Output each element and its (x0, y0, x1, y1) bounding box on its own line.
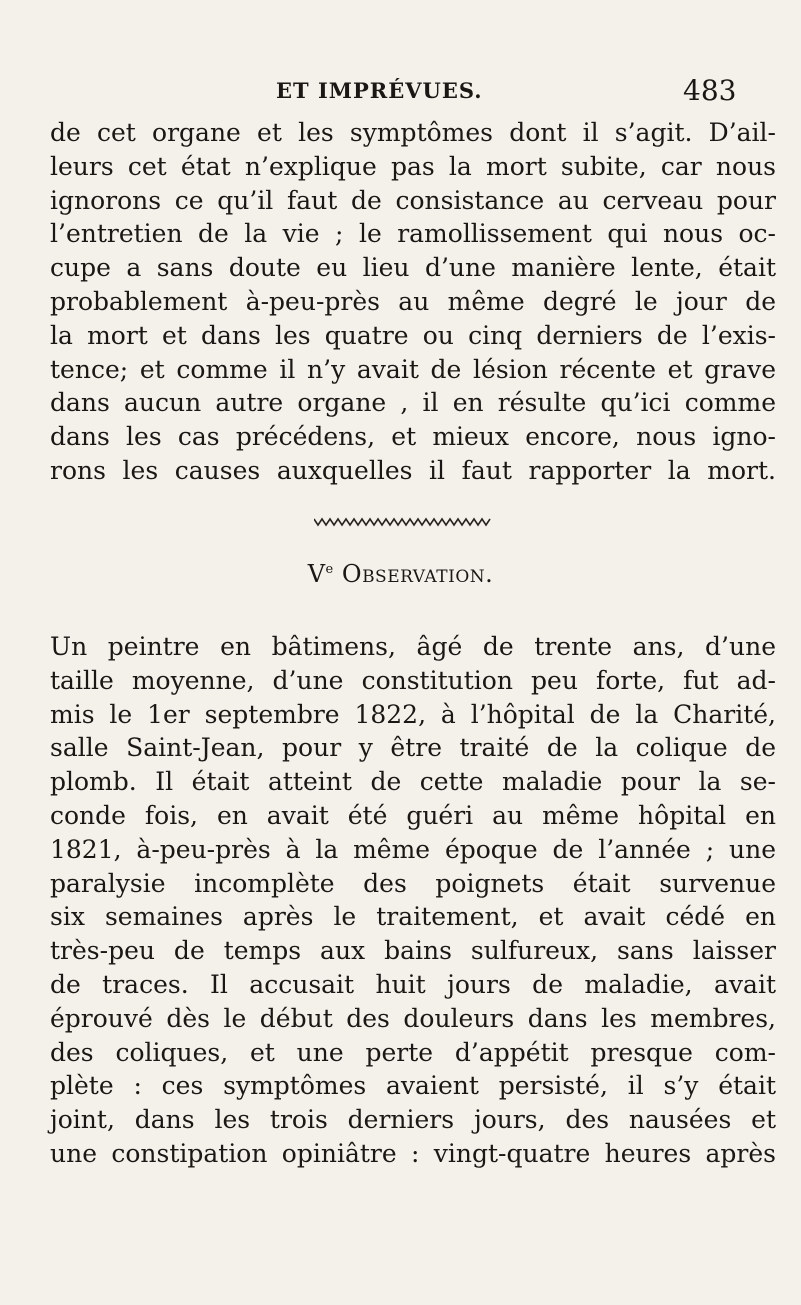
text-line: la mort et dans les quatre ou cinq derniers de l’exis- (50, 320, 776, 350)
text-line: de traces. Il accusait huit jours de maladie, avait (50, 969, 776, 999)
page-header (0, 74, 801, 114)
text-line: taille moyenne, d’une constitution peu forte, fut ad- (50, 665, 776, 695)
section-numeral-sup: e (325, 562, 334, 577)
text-line: dans les cas précédens, et mieux encore, nous igno- (50, 422, 776, 452)
text-line: cupe a sans doute eu lieu d’une manière lente, était (50, 253, 776, 283)
text-line: une constipation opiniâtre : vingt-quatre heures après (50, 1138, 776, 1168)
text-line: joint, dans les trois derniers jours, des nausées et (50, 1105, 776, 1135)
text-line: plomb. Il était atteint de cette maladie pour la se- (50, 767, 776, 797)
running-head: ET IMPRÉVUES. (276, 78, 483, 103)
text-line: l’entretien de la vie ; le ramollissement qui nous oc- (50, 219, 776, 249)
text-line: conde fois, en avait été guéri au même hôpital en (50, 800, 776, 830)
text-line: Un peintre en bâtimens, âgé de trente ans, d’une (50, 632, 776, 661)
text-line: éprouvé dès le début des douleurs dans les membres, (50, 1003, 776, 1033)
text-line: leurs cet état n’explique pas la mort subite, car nous (50, 151, 776, 181)
text-line: plète : ces symptômes avaient persisté, il s’y était (50, 1071, 776, 1101)
paragraph-2 (50, 630, 776, 1171)
text-line: rons les causes auxquelles il faut rapporter la mort. (50, 455, 776, 485)
text-line: mis le 1er septembre 1822, à l’hôpital de la Charité, (50, 699, 776, 729)
text-line: des coliques, et une perte d’appétit presque com- (50, 1037, 776, 1067)
text-line: six semaines après le traitement, et avait cédé en (50, 902, 776, 932)
text-line: probablement à-peu-près au même degré le jour de (50, 286, 776, 316)
text-line: de cet organe et les symptômes dont il s’agit. D’ail- (50, 118, 776, 147)
text-line: salle Saint-Jean, pour y être traité de la colique de (50, 733, 776, 763)
paragraph-1 (50, 116, 776, 488)
text-line: paralysie incomplète des poignets était survenue (50, 868, 776, 898)
text-line: tence; et comme il n’y avait de lésion récente et grave (50, 354, 776, 384)
text-line: ignorons ce qu’il faut de consistance au cerveau pour (50, 185, 776, 215)
section-title (0, 560, 801, 588)
page-number: 483 (683, 74, 737, 107)
section-numeral: V (307, 560, 326, 588)
text-line: 1821, à-peu-près à la même époque de l’année ; une (50, 834, 776, 864)
section-title-text: Observation. (341, 560, 494, 588)
text-line: très-peu de temps aux bains sulfureux, sans laisser (50, 936, 776, 966)
text-line: dans aucun autre organe , il en résulte qu’ici comme (50, 388, 776, 418)
ornament-divider (314, 517, 492, 527)
